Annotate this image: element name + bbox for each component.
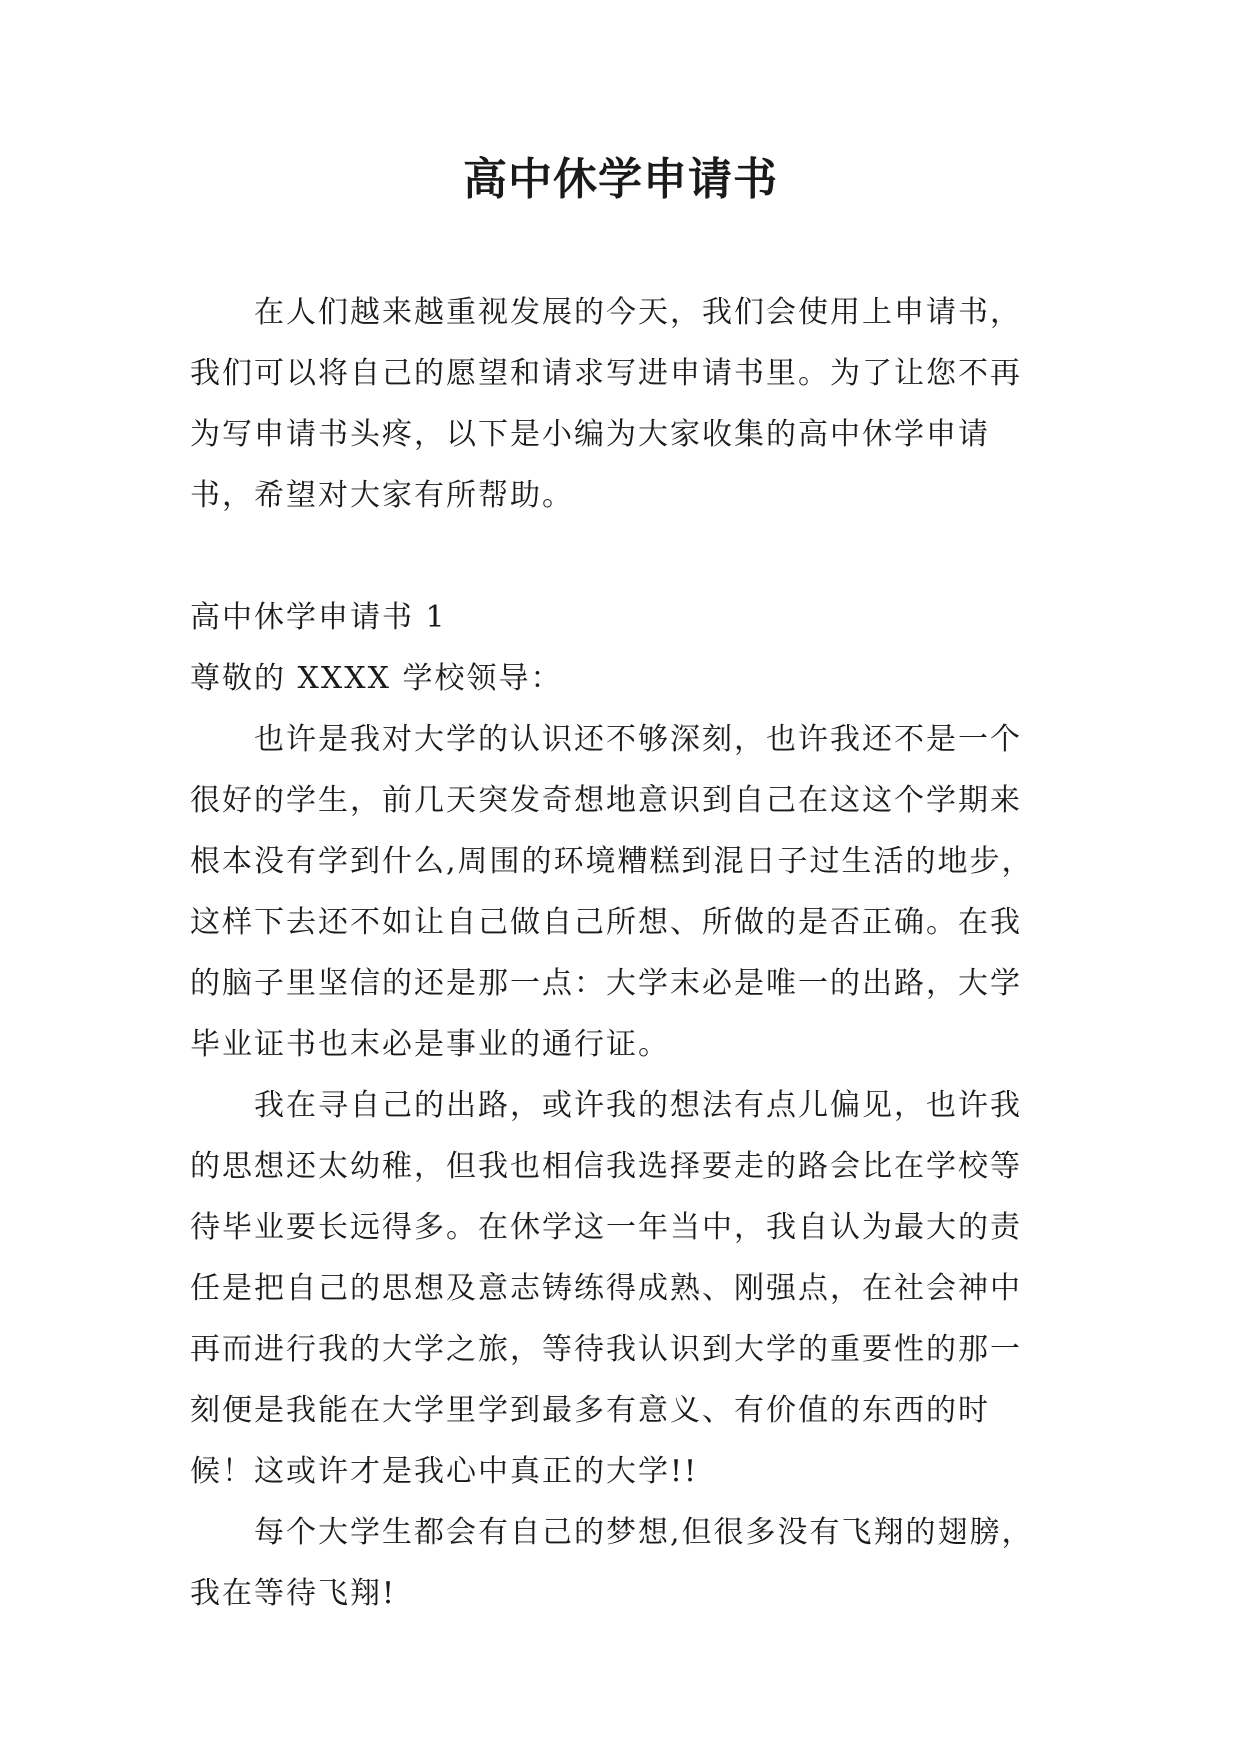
- document-body: [190, 282, 1052, 1624]
- intro-paragraph: 在人们越来越重视发展的今天，我们会使用上申请书，我们可以将自己的愿望和请求写进申请书里。为了让您不再为写申请书头疼，以下是小编为大家收集的高中休学申请书，希望对大家有所帮助。: [190, 295, 1022, 513]
- body-paragraph-3: 每个大学生都会有自己的梦想,但很多没有飞翔的翅膀，我在等待飞翔!: [190, 1515, 1034, 1611]
- document-title: 高中休学申请书: [463, 154, 778, 205]
- section-heading: 高中休学申请书 1: [190, 600, 447, 635]
- salutation: 尊敬的 XXXX 学校领导：: [190, 661, 563, 696]
- body-paragraph-1: 也许是我对大学的认识还不够深刻，也许我还不是一个很好的学生，前几天突发奇想地意识到自己在这这个学期来根本没有学到什么,周围的环境糟糕到混日子过生活的地步，这样下去还不如让自己做自己所想、所做的是否正确。在我的脑子里坚信的还是那一点：大学末必是唯一的出路，大学毕业证书也末必是事业的通行证。: [190, 722, 1034, 1062]
- paragraph-spacer: [190, 526, 1052, 587]
- body-paragraph-2: 我在寻自己的出路，或许我的想法有点儿偏见，也许我的思想还太幼稚，但我也相信我选择要走的路会比在学校等待毕业要长远得多。在休学这一年当中，我自认为最大的责任是把自己的思想及意志铸练得成熟、刚强点，在社会神中再而进行我的大学之旅，等待我认识到大学的重要性的那一刻便是我能在大学里学到最多有意义、有价值的东西的时候！这或许才是我心中真正的大学!!: [190, 1088, 1022, 1489]
